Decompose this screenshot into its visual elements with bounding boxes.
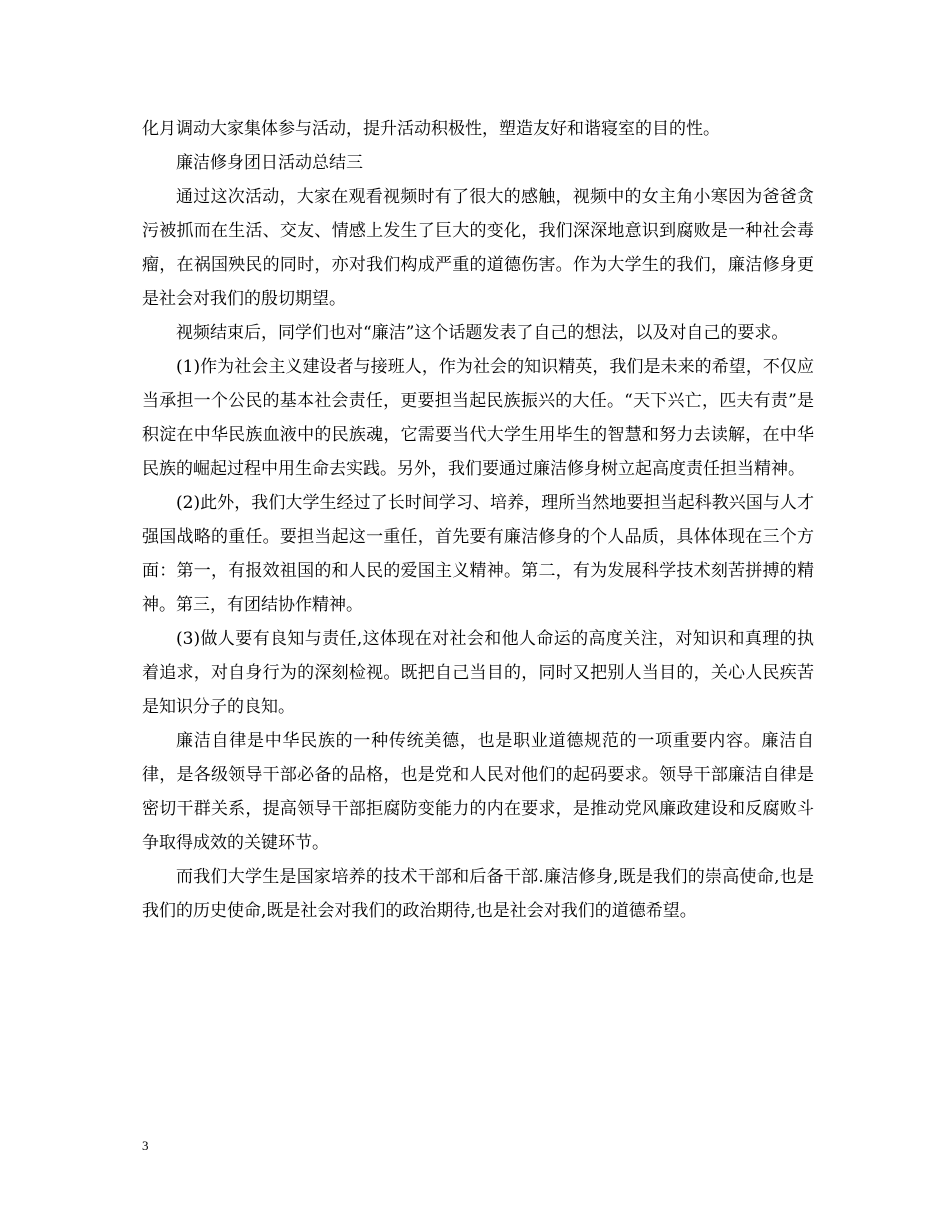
paragraph-conclusion: 而我们大学生是国家培养的技术干部和后备干部.廉洁修身,既是我们的崇高使命,也是我们的历史使命,既是社会对我们的政治期待,也是社会对我们的道德希望。	[142, 867, 814, 921]
paragraph-after-video: 视频结束后，同学们也对“廉洁”这个话题发表了自己的想法，以及对自己的要求。	[176, 323, 789, 343]
paragraph-intro: 通过这次活动，大家在观看视频时有了很大的感触，视频中的女主角小寒因为爸爸贪污被抓而在生活、交友、情感上发生了巨大的变化，我们深深地意识到腐败是一种社会毒瘤，在祸国殃民的同时，亦对我们构成严重的道德伤害。作为大学生的我们，廉洁修身更是社会对我们的殷切期望。	[142, 187, 814, 309]
paragraph-self-discipline: 廉洁自律是中华民族的一种传统美德，也是职业道德规范的一项重要内容。廉洁自律，是各级领导干部必备的品格，也是党和人民对他们的起码要求。领导干部廉洁自律是密切干群关系，提高领导干部拒腐防变能力的内在要求，是推动党风廉政建设和反腐败斗争取得成效的关键环节。	[142, 731, 814, 853]
section-heading: 廉洁修身团日活动总结三	[176, 153, 363, 173]
document-body	[142, 112, 814, 928]
paragraph-continuation: 化月调动大家集体参与活动，提升活动积极性，塑造友好和谐寝室的目的性。	[142, 119, 720, 139]
paragraph-point-2: (2)此外，我们大学生经过了长时间学习、培养，理所当然地要担当起科教兴国与人才强国战略的重任。要担当起这一重任，首先要有廉洁修身的个人品质，具体体现在三个方面：第一，有报效祖国的和人民的爱国主义精神。第二，有为发展科学技术刻苦拼搏的精神。第三，有团结协作精神。	[142, 493, 814, 615]
page-number: 3	[142, 1138, 149, 1153]
paragraph-point-1: (1)作为社会主义建设者与接班人，作为社会的知识精英，我们是未来的希望，不仅应当承担一个公民的基本社会责任，更要担当起民族振兴的大任。“天下兴亡，匹夫有责”是积淀在中华民族血液中的民族魂，它需要当代大学生用毕生的智慧和努力去读解，在中华民族的崛起过程中用生命去实践。另外，我们要通过廉洁修身树立起高度责任担当精神。	[142, 357, 814, 479]
paragraph-point-3: (3)做人要有良知与责任,这体现在对社会和他人命运的高度关注，对知识和真理的执着追求，对自身行为的深刻检视。既把自己当目的，同时又把别人当目的，关心人民疾苦是知识分子的良知。	[142, 629, 814, 717]
